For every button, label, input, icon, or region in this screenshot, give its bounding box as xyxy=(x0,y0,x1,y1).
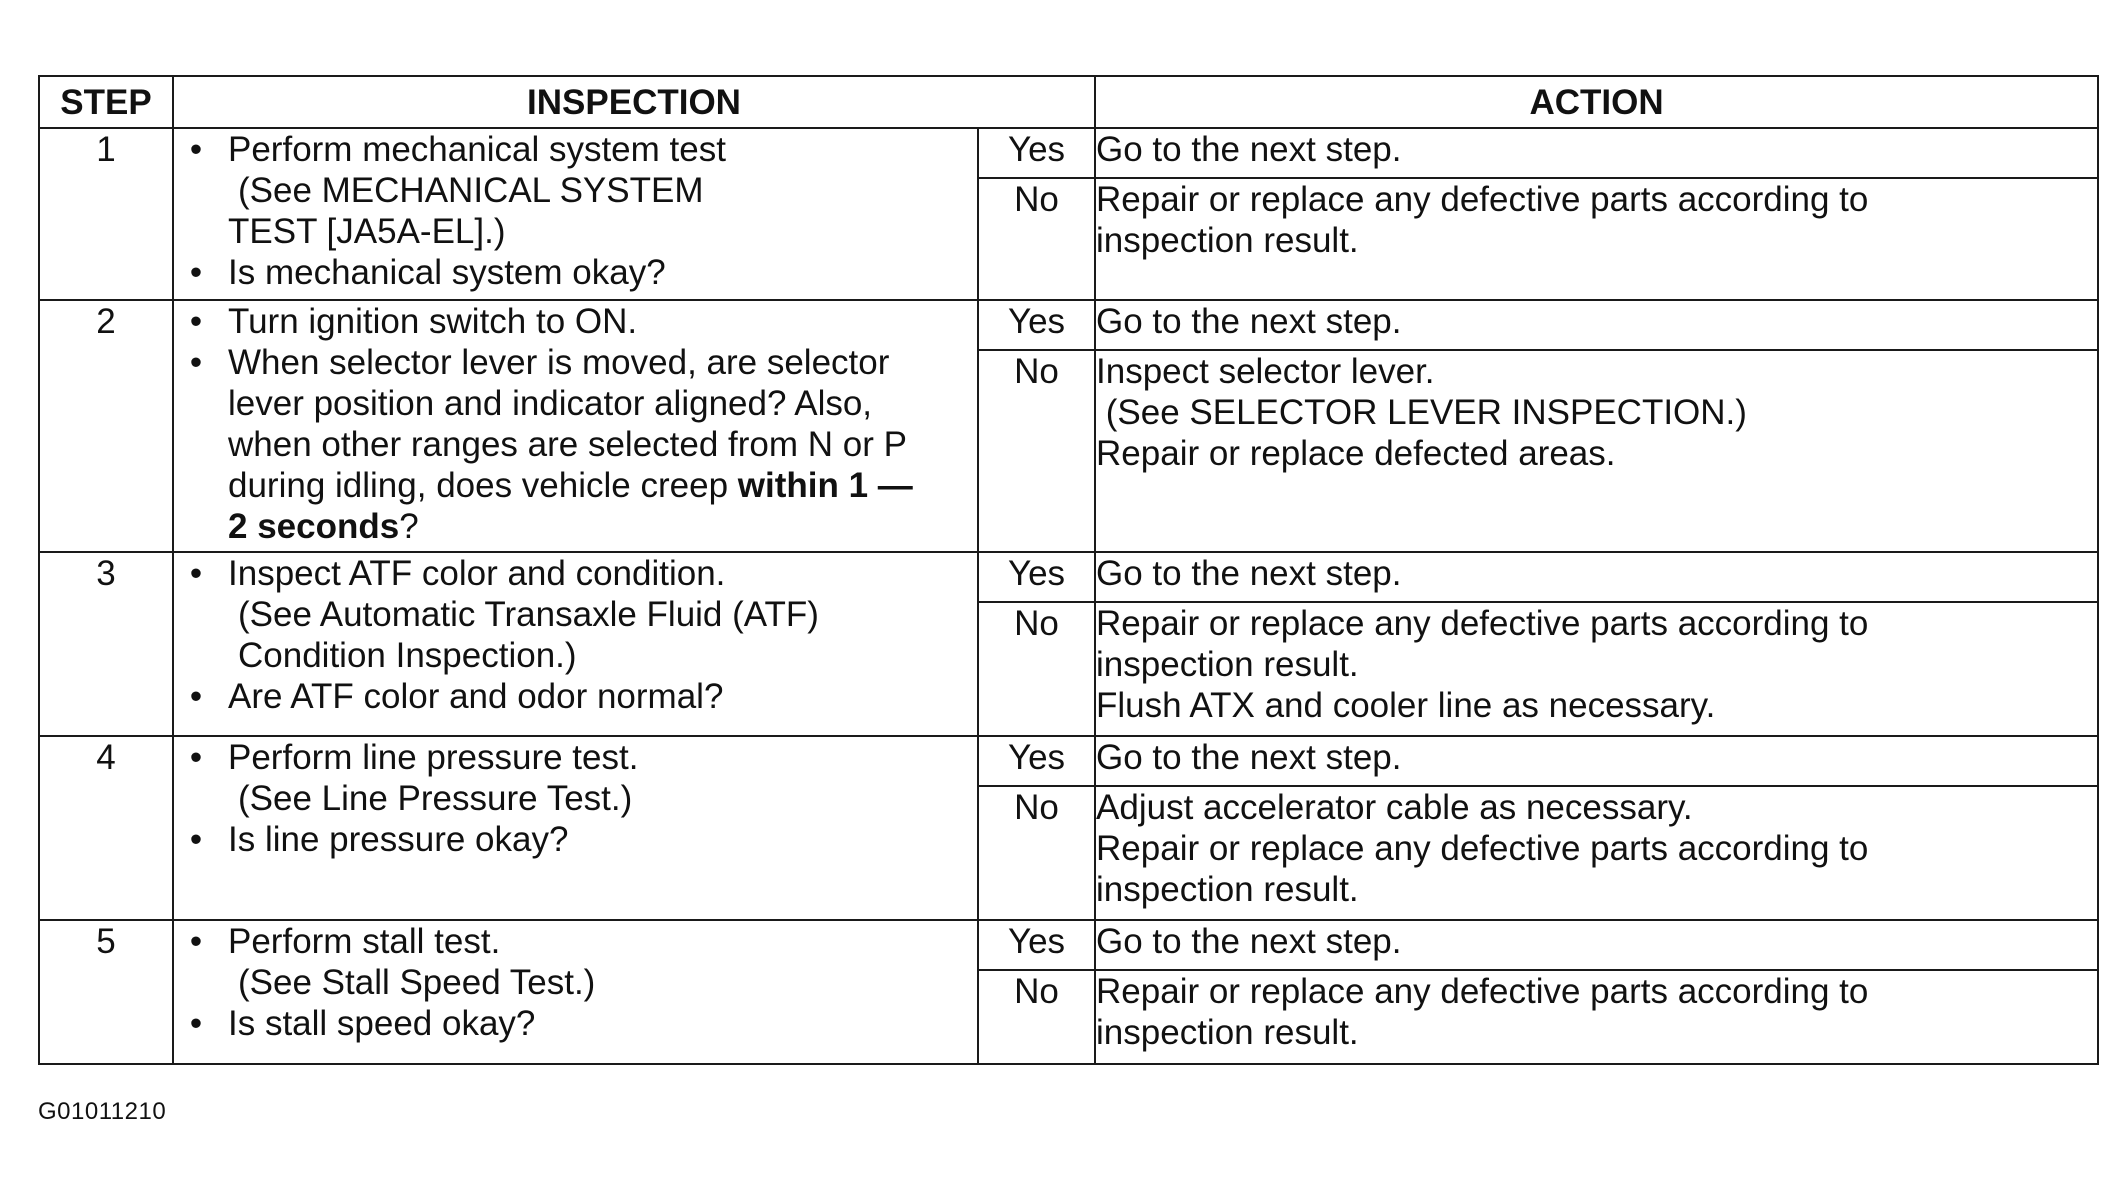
no-label: No xyxy=(978,178,1095,300)
bullet-icon: • xyxy=(189,253,203,292)
inspection-reference: Condition Inspection.) xyxy=(238,636,577,675)
no-label: No xyxy=(978,970,1095,1064)
header-row xyxy=(39,76,2098,128)
step-2-yes-row xyxy=(39,300,2098,350)
inspection-cell xyxy=(173,300,978,552)
yes-label: Yes xyxy=(978,128,1095,178)
no-action xyxy=(1095,350,2098,552)
yes-action: Go to the next step. xyxy=(1095,300,2098,350)
inspection-cell xyxy=(173,128,978,300)
diagnostic-table xyxy=(38,75,2099,1065)
inspection-text: Perform stall test. xyxy=(228,922,501,961)
inspection-reference: TEST [JA5A-EL].) xyxy=(228,212,506,251)
action-line: inspection result. xyxy=(1096,870,1359,909)
action-line: Repair or replace any defective parts according to xyxy=(1096,180,1869,219)
yes-action: Go to the next step. xyxy=(1095,552,2098,602)
header-step: STEP xyxy=(39,76,173,128)
inspection-reference: (See MECHANICAL SYSTEM xyxy=(238,171,704,210)
action-line: inspection result. xyxy=(1096,221,1359,260)
no-action xyxy=(1095,786,2098,920)
action-line: (See SELECTOR LEVER INSPECTION.) xyxy=(1096,393,1747,432)
inspection-cell xyxy=(173,920,978,1064)
action-line: Flush ATX and cooler line as necessary. xyxy=(1096,686,1716,725)
inspection-question: Is line pressure okay? xyxy=(228,820,569,859)
inspection-text: during idling, does vehicle creep xyxy=(228,466,738,505)
inspection-bullet xyxy=(174,921,977,962)
yes-action: Go to the next step. xyxy=(1095,736,2098,786)
inspection-line: When selector lever is moved, are selector xyxy=(228,343,890,382)
yes-label: Yes xyxy=(978,300,1095,350)
inspection-emphasis: within 1 — xyxy=(737,466,913,505)
inspection-reference: (See Stall Speed Test.) xyxy=(238,963,596,1002)
inspection-cell xyxy=(173,552,978,736)
step-4-yes-row xyxy=(39,736,2098,786)
inspection-reference: (See Line Pressure Test.) xyxy=(238,779,633,818)
inspection-bullet xyxy=(174,129,977,170)
no-action xyxy=(1095,970,2098,1064)
inspection-line xyxy=(228,465,977,506)
action-line: Adjust accelerator cable as necessary. xyxy=(1096,788,1693,827)
inspection-bullet xyxy=(174,819,977,860)
inspection-reference: (See Automatic Transaxle Fluid (ATF) xyxy=(238,595,819,634)
bullet-icon: • xyxy=(189,302,203,341)
bullet-icon: • xyxy=(189,130,203,169)
bullet-icon: • xyxy=(189,677,203,716)
bullet-icon: • xyxy=(189,922,203,961)
yes-action: Go to the next step. xyxy=(1095,920,2098,970)
yes-label: Yes xyxy=(978,736,1095,786)
inspection-question: Are ATF color and odor normal? xyxy=(228,677,724,716)
bullet-icon: • xyxy=(189,343,203,382)
no-label: No xyxy=(978,350,1095,552)
bullet-icon: • xyxy=(189,554,203,593)
inspection-bullet xyxy=(174,737,977,778)
header-inspection: INSPECTION xyxy=(173,76,1095,128)
action-line: Inspect selector lever. xyxy=(1096,352,1435,391)
inspection-text: Perform mechanical system test xyxy=(228,130,726,169)
inspection-text: Perform line pressure test. xyxy=(228,738,639,777)
action-line: Repair or replace any defective parts according to xyxy=(1096,829,1869,868)
inspection-bullet xyxy=(174,1003,977,1044)
inspection-bullet xyxy=(174,676,977,717)
yes-action: Go to the next step. xyxy=(1095,128,2098,178)
figure-id: G01011210 xyxy=(38,1098,167,1125)
step-number: 2 xyxy=(39,300,173,552)
yes-label: Yes xyxy=(978,552,1095,602)
inspection-line xyxy=(228,506,977,547)
inspection-question: Is stall speed okay? xyxy=(228,1004,536,1043)
action-line: inspection result. xyxy=(1096,645,1359,684)
action-line: Repair or replace any defective parts according to xyxy=(1096,604,1869,643)
bullet-icon: • xyxy=(189,1004,203,1043)
bullet-icon: • xyxy=(189,820,203,859)
no-action xyxy=(1095,178,2098,300)
step-3-yes-row xyxy=(39,552,2098,602)
inspection-cell xyxy=(173,736,978,920)
step-number: 5 xyxy=(39,920,173,1064)
step-number: 4 xyxy=(39,736,173,920)
inspection-text: Turn ignition switch to ON. xyxy=(228,302,638,341)
bullet-icon: • xyxy=(189,738,203,777)
step-1-yes-row xyxy=(39,128,2098,178)
no-action xyxy=(1095,602,2098,736)
inspection-bullet xyxy=(174,252,977,293)
no-label: No xyxy=(978,602,1095,736)
inspection-text: Inspect ATF color and condition. xyxy=(228,554,726,593)
inspection-line: when other ranges are selected from N or P xyxy=(228,425,907,464)
inspection-emphasis: 2 seconds xyxy=(228,507,400,546)
inspection-text: ? xyxy=(399,507,419,546)
action-line: Repair or replace defected areas. xyxy=(1096,434,1616,473)
action-line: inspection result. xyxy=(1096,1013,1359,1052)
no-label: No xyxy=(978,786,1095,920)
inspection-bullet xyxy=(174,553,977,594)
inspection-bullet xyxy=(174,342,977,547)
header-action: ACTION xyxy=(1095,76,2098,128)
inspection-question: Is mechanical system okay? xyxy=(228,253,666,292)
inspection-line: lever position and indicator aligned? Also, xyxy=(228,384,873,423)
action-line: Repair or replace any defective parts according to xyxy=(1096,972,1869,1011)
step-number: 1 xyxy=(39,128,173,300)
step-5-yes-row xyxy=(39,920,2098,970)
yes-label: Yes xyxy=(978,920,1095,970)
step-number: 3 xyxy=(39,552,173,736)
inspection-bullet xyxy=(174,301,977,342)
